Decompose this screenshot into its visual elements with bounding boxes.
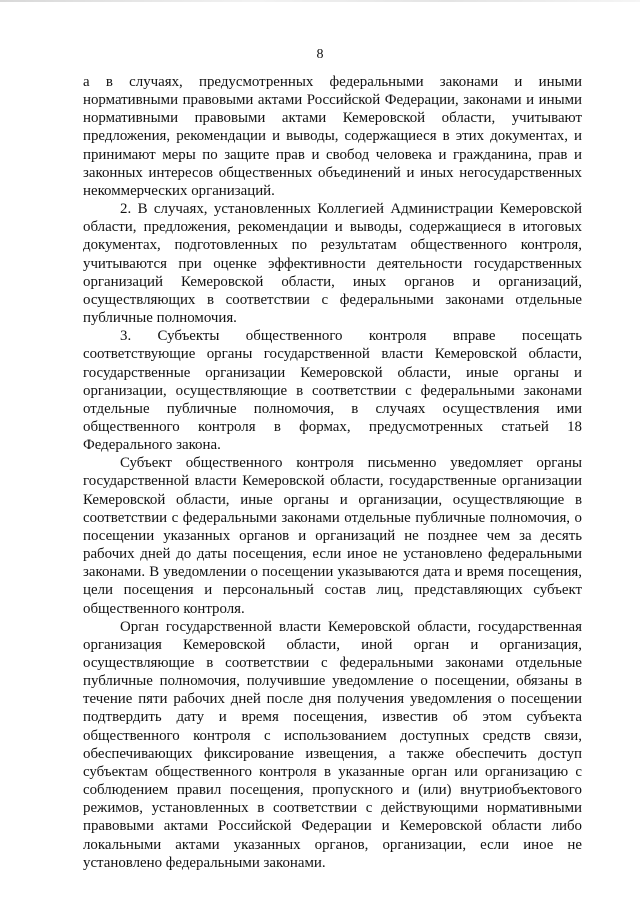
paragraph-notification: Субъект общественного контроля письменно уведомляет органы государственной власти Кемеровской области, государственные организации Кемеровской области, иные органы и организации, осуществляющие в соответствии с федеральными законами отдельные публичные полномочия, о посещении указанных органов и организаций не позднее чем за десять рабочих дней до даты посещения, если иное не установлено федеральными законами. В уведомлении о посещении указываются дата и время посещения, цели посещения и персональный состав лиц, представляющих субъект общественного контроля. [83, 455, 582, 617]
document-body [83, 73, 582, 872]
paragraph-confirmation: Орган государственной власти Кемеровской области, государственная организация Кемеровской области, иной орган и организация, осуществляющие в соответствии с федеральными законами отдельные публичные полномочия, получившие уведомление о посещении, обязаны в течение пяти рабочих дней после дня получения уведомления о посещении подтвердить дату и время посещения, известив об этом субъекта общественного контроля с использованием доступных средств связи, обеспечивающих фиксирование извещения, а также обеспечить доступ субъектам общественного контроля в указанные орган или организацию с соблюдением правил посещения, пропускного и (или) внутриобъектового режимов, установленных в соответствии с действующими нормативными правовыми актами Российской Федерации и Кемеровской области либо локальными актами указанных органов, организации, если иное не установлено федеральными законами. [83, 618, 582, 871]
paragraph-continuation: а в случаях, предусмотренных федеральными законами и иными нормативными правовыми актами Российской Федерации, законами и иными нормативными правовыми актами Кемеровской области, учитывают предложения, рекомендации и выводы, содержащиеся в этих документах, и принимают меры по защите прав и свобод человека и гражданина, прав и законных интересов общественных объединений и иных негосударственных некоммерческих организаций. [83, 74, 582, 199]
paragraph-item-3: 3. Субъекты общественного контроля вправе посещать соответствующие органы государственной власти Кемеровской области, государственные организации Кемеровской области, иные органы и организации, осуществляющие в соответствии с федеральными законами отдельные публичные полномочия, в случаях осуществления ими общественного контроля в формах, предусмотренных статьей 18 Федерального закона. [83, 328, 582, 454]
scan-top-edge [0, 0, 640, 2]
page-number: 8 [316, 47, 324, 62]
paragraph-item-2: 2. В случаях, установленных Коллегией Администрации Кемеровской области, предложения, рекомендации и выводы, содержащиеся в итоговых документах, подготовленных по результатам общественного контроля, учитываются при оценке эффективности деятельности государственных организаций Кемеровской области, иных органов и организаций, осуществляющих в соответствии с федеральными законами отдельные публичные полномочия. [83, 201, 582, 327]
